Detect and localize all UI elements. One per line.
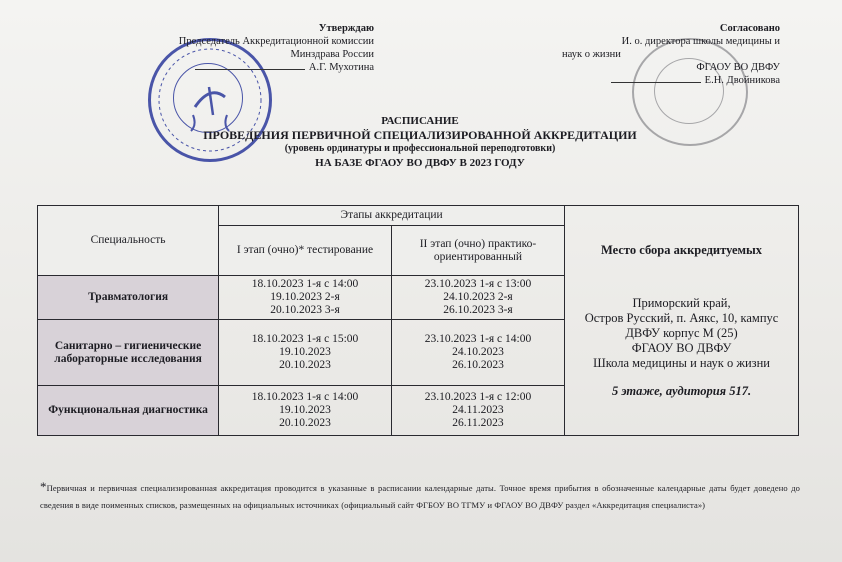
date-line: 26.10.2023	[452, 359, 504, 371]
approval-line2: Минздрава России	[290, 49, 374, 60]
specialty-cell: Санитарно – гигиенические лабораторные исследования	[38, 320, 219, 386]
date-line: 24.10.2023 2-я	[443, 291, 513, 303]
date-line: 20.10.2023 3-я	[270, 304, 340, 316]
signature-line	[195, 69, 305, 70]
date-line: 18.10.2023 1-я с 15:00	[251, 333, 359, 345]
agreement-line3: ФГАОУ ВО ДВФУ	[696, 62, 780, 73]
stage2-cell	[391, 276, 564, 320]
place-room: 5 этаже, аудитория 517.	[611, 383, 752, 398]
agreement-line2: наук о жизни	[562, 49, 621, 60]
footnote	[40, 478, 800, 514]
date-line: 18.10.2023 1-я с 14:00	[251, 278, 359, 290]
header-specialty: Специальность	[38, 206, 219, 276]
agreement-block	[560, 22, 780, 87]
approval-signer: А.Г. Мухотина	[308, 62, 374, 73]
title-line3: (уровень ординатуры и профессиональной переподготовки)	[284, 143, 556, 154]
signature-line	[611, 82, 701, 83]
place-line1: Приморский край,	[632, 295, 731, 310]
stage2-cell	[391, 320, 564, 386]
stage1-cell	[219, 276, 392, 320]
title-line2: ПРОВЕДЕНИЯ ПЕРВИЧНОЙ СПЕЦИАЛИЗИРОВАННОЙ АККРЕДИТАЦИИ	[203, 128, 637, 142]
schedule-table	[37, 205, 799, 436]
place-cell	[565, 206, 799, 436]
specialty-cell: Травматология	[38, 276, 219, 320]
specialty-cell: Функциональная диагностика	[38, 386, 219, 436]
header-stage1: I этап (очно)* тестирование	[219, 226, 392, 276]
approval-label: Утверждаю	[318, 23, 374, 34]
stage2-cell	[391, 386, 564, 436]
agreement-line1: И. о. директора школы медицины и	[621, 36, 780, 47]
approval-block	[112, 22, 374, 74]
approval-signature-row	[112, 61, 374, 74]
header-stages: Этапы аккредитации	[219, 206, 565, 226]
date-line: 24.10.2023	[452, 346, 504, 358]
date-line: 23.10.2023 1-я с 14:00	[424, 333, 532, 345]
date-line: 19.10.2023	[279, 404, 331, 416]
place-line5: Школа медицины и наук о жизни	[593, 355, 770, 370]
header-place: Место сбора аккредитуемых	[601, 242, 763, 257]
date-line: 19.10.2023	[279, 346, 331, 358]
date-line: 26.11.2023	[452, 417, 504, 429]
footnote-text: Первичная и первичная специализированная аккредитация проводится в указанные в расписании календарные даты. Точное время прибытия в обозначенные календарные даты будет доведено до сведения в виде поименных списков, размещенных на официальных источниках (официальный сайт ФГБОУ ВО ТГМУ и ФГАОУ ВО ДВФУ раздел «Аккредитация специалиста»)	[40, 483, 800, 510]
date-line: 18.10.2023 1-я с 14:00	[251, 391, 359, 403]
stage1-cell	[219, 386, 392, 436]
date-line: 26.10.2023 3-я	[443, 304, 513, 316]
date-line: 24.11.2023	[452, 404, 504, 416]
title-line4: НА БАЗЕ ФГАОУ ВО ДВФУ В 2023 ГОДУ	[315, 157, 525, 169]
header-stage2: II этап (очно) практико-ориентированный	[391, 226, 564, 276]
agreement-label: Согласовано	[719, 23, 780, 34]
footnote-star: *	[40, 479, 47, 494]
place-line3: ДВФУ корпус М (25)	[625, 325, 738, 340]
agreement-signature-row	[560, 74, 780, 87]
place-line2: Остров Русский, п. Аякс, 10, кампус	[584, 310, 779, 325]
place-line4: ФГАОУ ВО ДВФУ	[631, 340, 732, 355]
agreement-signer: Е.Н. Двойникова	[704, 75, 780, 86]
document-title	[180, 114, 660, 170]
title-line1: РАСПИСАНИЕ	[381, 115, 459, 127]
date-line: 19.10.2023 2-я	[270, 291, 340, 303]
date-line: 23.10.2023 1-я с 12:00	[424, 391, 532, 403]
date-line: 20.10.2023	[279, 417, 331, 429]
date-line: 23.10.2023 1-я с 13:00	[424, 278, 532, 290]
date-line: 20.10.2023	[279, 359, 331, 371]
stage1-cell	[219, 320, 392, 386]
approval-line1: Председатель Аккредитационной комиссии	[178, 36, 374, 47]
